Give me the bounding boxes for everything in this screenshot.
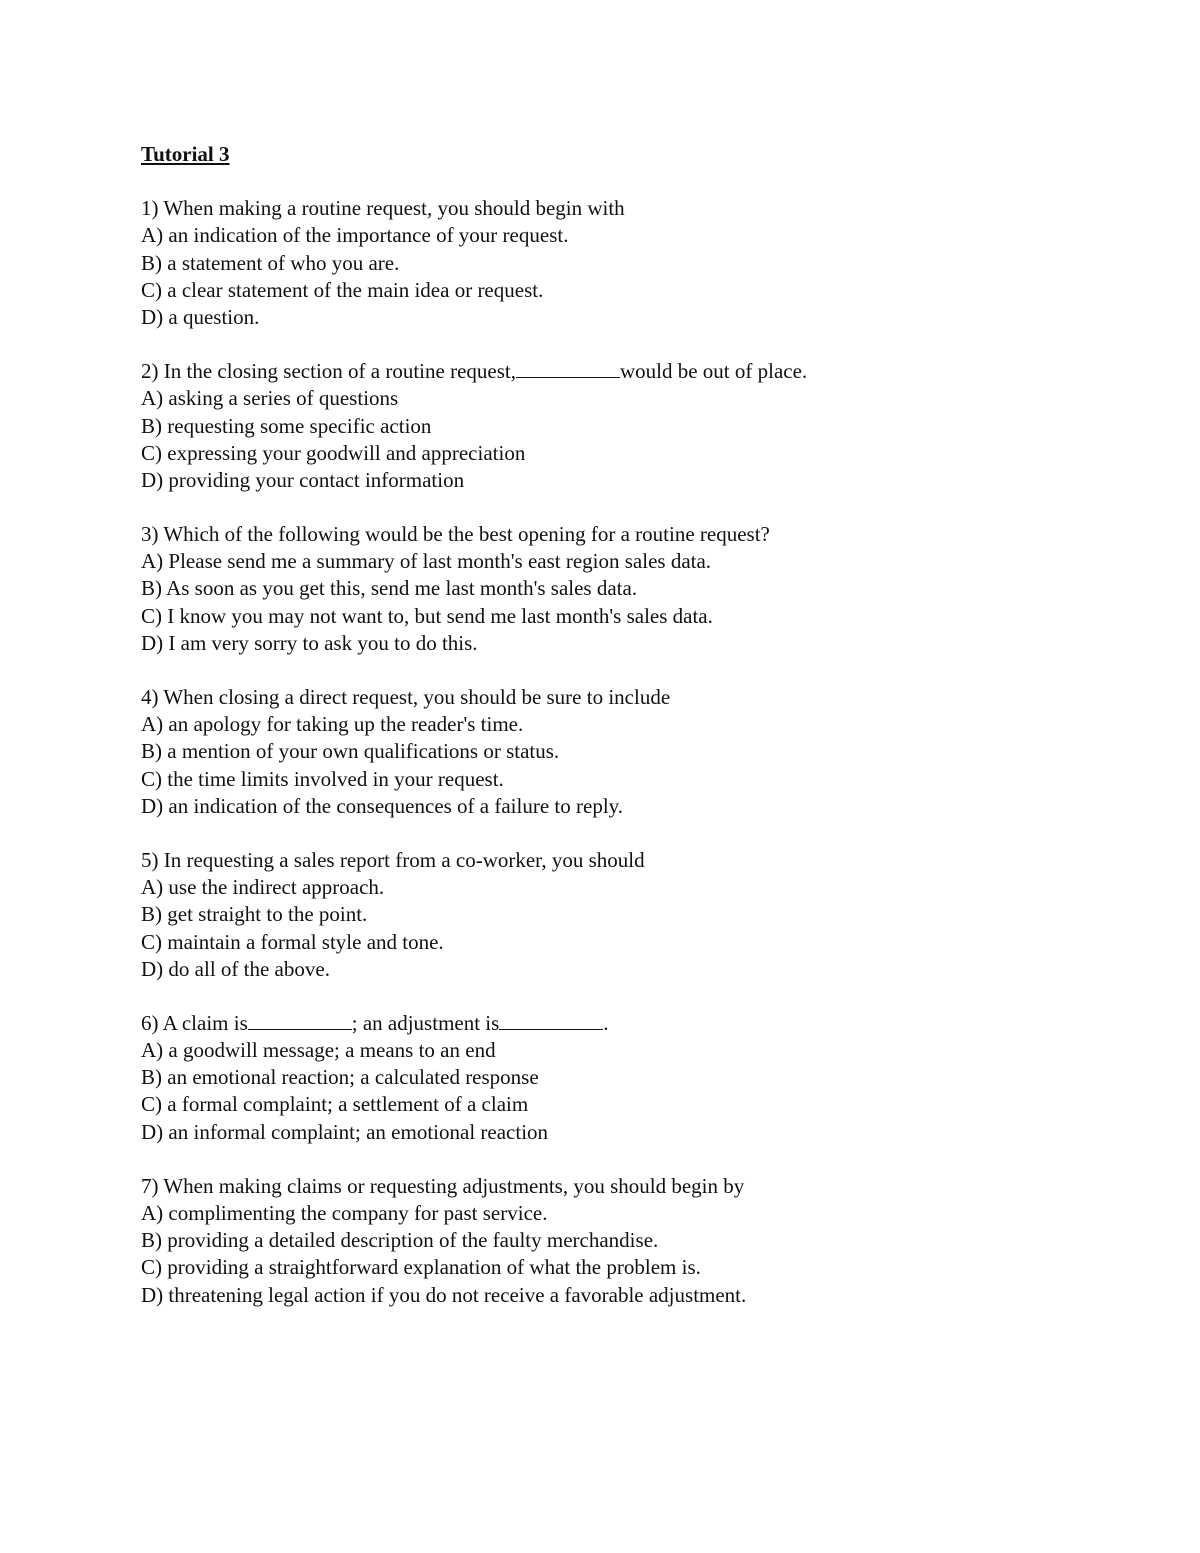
stem-before-blank: 2) In the closing section of a routine request,: [141, 359, 516, 384]
question-stem: [141, 1010, 1041, 1037]
question-stem: [141, 358, 1041, 385]
question-5: [141, 847, 1041, 983]
fill-in-blank-1: [248, 1011, 352, 1030]
option-a: A) an indication of the importance of your request.: [141, 223, 569, 248]
option-d: D) an informal complaint; an emotional reaction: [141, 1119, 549, 1144]
option-c: C) a formal complaint; a settlement of a claim: [141, 1092, 529, 1117]
document-title: Tutorial 3: [141, 142, 230, 166]
question-6: [141, 1010, 1041, 1146]
option-b: B) an emotional reaction; a calculated response: [141, 1065, 539, 1090]
option-c: C) I know you may not want to, but send me last month's sales data.: [141, 603, 713, 628]
option-c: C) expressing your goodwill and appreciation: [141, 440, 526, 465]
question-7: [141, 1173, 1041, 1309]
stem-part-2: ; an adjustment is: [351, 1010, 500, 1035]
stem-after-blank: would be out of place.: [619, 359, 808, 384]
stem-part-1: 6) A claim is: [141, 1010, 248, 1035]
question-3: [141, 521, 1041, 657]
option-d: D) an indication of the consequences of a failure to reply.: [141, 793, 624, 818]
option-b: B) providing a detailed description of the faulty merchandise.: [141, 1228, 659, 1253]
option-c: C) a clear statement of the main idea or request.: [141, 277, 544, 302]
option-a: A) Please send me a summary of last month's east region sales data.: [141, 549, 712, 574]
question-stem: 3) Which of the following would be the best opening for a routine request?: [141, 522, 770, 547]
document-content: [141, 141, 1041, 1336]
option-c: C) maintain a formal style and tone.: [141, 929, 444, 954]
option-b: B) a statement of who you are.: [141, 250, 400, 275]
option-d: D) threatening legal action if you do not receive a favorable adjustment.: [141, 1282, 747, 1307]
question-1: [141, 195, 1041, 331]
stem-part-3: .: [603, 1010, 609, 1035]
option-c: C) providing a straightforward explanation of what the problem is.: [141, 1255, 701, 1280]
option-b: B) get straight to the point.: [141, 902, 368, 927]
question-stem: 4) When closing a direct request, you should be sure to include: [141, 685, 671, 709]
option-b: B) As soon as you get this, send me last month's sales data.: [141, 576, 638, 601]
question-stem: 5) In requesting a sales report from a co-worker, you should: [141, 847, 645, 872]
question-stem: 7) When making claims or requesting adjustments, you should begin by: [141, 1173, 745, 1198]
option-a: A) a goodwill message; a means to an end: [141, 1038, 496, 1063]
question-stem: 1) When making a routine request, you should begin with: [141, 196, 625, 221]
option-c: C) the time limits involved in your request.: [141, 766, 504, 791]
option-a: A) complimenting the company for past service.: [141, 1201, 548, 1225]
fill-in-blank-2: [499, 1011, 603, 1030]
option-a: A) an apology for taking up the reader's time.: [141, 712, 524, 737]
option-d: D) a question.: [141, 304, 260, 329]
option-d: D) do all of the above.: [141, 956, 330, 981]
fill-in-blank: [516, 359, 620, 378]
option-a: A) asking a series of questions: [141, 386, 399, 411]
option-d: D) I am very sorry to ask you to do this.: [141, 630, 478, 655]
option-b: B) a mention of your own qualifications or status.: [141, 739, 560, 764]
option-a: A) use the indirect approach.: [141, 875, 385, 900]
question-4: [141, 684, 1041, 820]
option-b: B) requesting some specific action: [141, 413, 432, 438]
question-2: [141, 358, 1041, 494]
option-d: D) providing your contact information: [141, 467, 465, 492]
